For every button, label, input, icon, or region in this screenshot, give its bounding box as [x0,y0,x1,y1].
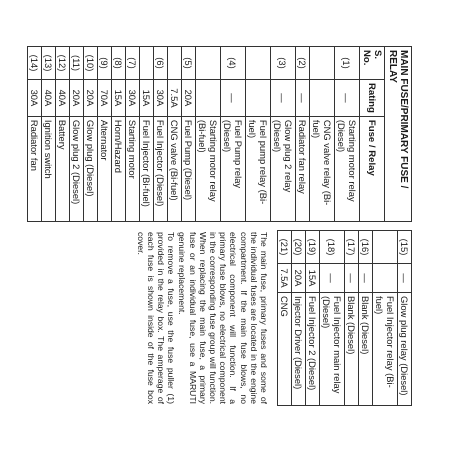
cell-sno: (12) [56,47,70,80]
main-table-body [28,47,360,222]
cell-fuse: Fuel pump relay (Bi-fuel) [246,116,271,221]
cell-rating: 20A [70,80,84,117]
cell-rating [310,80,335,117]
cell-sno [140,47,154,80]
cell-rating: 20A [292,264,306,293]
continued-fuse-table [277,230,412,406]
cell-rating: 7.5A [168,80,182,117]
table-row [246,47,271,222]
cell-rating: 30A [126,80,140,117]
cell-sno [196,47,221,80]
table-row [278,231,292,406]
table-row [306,231,320,406]
cell-rating: 40A [42,80,56,117]
cell-sno: (5) [182,47,196,80]
cell-fuse: Starting motor relay (Bi-fuel) [196,116,221,221]
cell-rating: — [398,264,412,293]
cell-sno: (8) [112,47,126,80]
cell-sno [168,47,182,80]
table-row [335,47,360,222]
cell-fuse: Fuel Injector relay (Bi-fuel) [373,293,398,406]
cell-fuse: Blank (Diesel) [345,293,359,406]
cell-sno: (3) [271,47,296,80]
cell-fuse: Starting motor relay (Diesel) [335,116,360,221]
table-row [310,47,335,222]
main-table-title: MAIN FUSE/PRIMARY FUSE / RELAY [385,47,412,222]
cell-rating: — [345,264,359,293]
cell-rating: 30A [28,80,42,117]
cell-fuse: Blank (Diesel) [359,293,373,406]
table-row [182,47,196,222]
main-table-header-row [360,47,385,222]
cell-fuse: Horn/Hazard [112,116,126,221]
cell-rating: — [335,80,360,117]
cell-rating: — [271,80,296,117]
cell-sno [246,47,271,80]
table-row [221,47,246,222]
continued-column [134,230,412,406]
cell-sno: (15) [398,231,412,264]
cell-fuse: Radiator fan [28,116,42,221]
cell-rating [246,80,271,117]
cell-rating: 7.5A [278,264,292,293]
cell-rating [373,264,398,293]
cell-sno: (18) [320,231,345,264]
table-row [112,47,126,222]
header-sno: S. No. [360,47,385,80]
cell-rating: — [359,264,373,293]
table-row [126,47,140,222]
cell-fuse: Glow plug relay (Diesel) [398,293,412,406]
table-row [320,231,345,406]
cell-sno: (1) [335,47,360,80]
main-fuse-column [27,46,412,222]
cell-rating: — [320,264,345,293]
cell-rating: — [296,80,310,117]
cell-fuse: CNG valve relay (Bi-fuel) [310,116,335,221]
table-row [345,231,359,406]
cell-sno: (17) [345,231,359,264]
cell-fuse: Battery [56,116,70,221]
cell-sno: (21) [278,231,292,264]
cell-sno: (16) [359,231,373,264]
cell-rating: 15A [112,80,126,117]
cell-fuse: Fuel Injector 2 (Diesel) [306,293,320,406]
cell-fuse: Glow plug 2 relay (Diesel) [271,116,296,221]
table-row [140,47,154,222]
cell-sno: (13) [42,47,56,80]
continued-table-body [278,231,412,406]
cell-sno: (20) [292,231,306,264]
table-row [196,47,221,222]
cell-rating: 20A [84,80,98,117]
table-row [28,47,42,222]
cell-fuse: Ignition switch [42,116,56,221]
table-row [70,47,84,222]
cell-fuse: CNG [278,293,292,406]
table-row [98,47,112,222]
fuse-note [135,230,269,406]
rotated-frame [29,46,412,418]
table-row [292,231,306,406]
table-row [168,47,182,222]
cell-sno: (6) [154,47,168,80]
table-row [271,47,296,222]
cell-sno [373,231,398,264]
cell-fuse: Injector Driver (Diesel) [292,293,306,406]
cell-sno: (14) [28,47,42,80]
note-paragraph-1: The main fuse, primary fuses and some of the individual fuses are located in the engine compartment. If the main fuse blows, no electrical component will function. If a primary fuse blows, no electrical component in the corresponding fuse group will function. When replacing the main fuse, a primary fuse or an individual fuse, use a MARUTI genuine replacement. [177,232,269,404]
header-fuse-relay: Fuse / Relay [360,116,385,221]
main-fuse-table [27,46,412,222]
table-row [296,47,310,222]
cell-fuse: Radiator fan relay [296,116,310,221]
cell-sno: (7) [126,47,140,80]
cell-fuse: Glow plug (Diesel) [84,116,98,221]
cell-rating: 20A [182,80,196,117]
cell-rating: 70A [98,80,112,117]
cell-rating [196,80,221,117]
cell-fuse: Alternator [98,116,112,221]
cell-rating: 40A [56,80,70,117]
cell-sno: (11) [70,47,84,80]
cell-fuse: Fuel Injector main relay (Diesel) [320,293,345,406]
cell-fuse: Fuel Injector (Diesel) [154,116,168,221]
cell-sno: (9) [98,47,112,80]
cell-rating: 15A [306,264,320,293]
cell-sno: (2) [296,47,310,80]
table-row [42,47,56,222]
cell-sno [310,47,335,80]
table-row [398,231,412,406]
note-paragraph-2: To remove a fuse, use the fuse puller (1) provided in the relay box. The amperage of each fuse is shown inside of the fuse box cover. [135,232,177,404]
cell-fuse: Fuel Injector (Bi-fuel) [140,116,154,221]
cell-sno: (10) [84,47,98,80]
cell-fuse: Glow plug 2 (Diesel) [70,116,84,221]
cell-sno: (19) [306,231,320,264]
table-row [84,47,98,222]
cell-fuse: Starting motor [126,116,140,221]
cell-sno: (4) [221,47,246,80]
fuse-chart-content [29,46,412,406]
table-row [373,231,398,406]
cell-fuse: Fuel Pump relay (Diesel) [221,116,246,221]
header-rating: Rating [360,80,385,117]
cell-rating: 30A [154,80,168,117]
table-row [359,231,373,406]
cell-fuse: Fuel Pump (Diesel) [182,116,196,221]
table-row [154,47,168,222]
main-table-title-row [385,47,412,222]
cell-fuse: CNG valve (Bi-fuel) [168,116,182,221]
cell-rating: 15A [140,80,154,117]
cell-rating: — [221,80,246,117]
table-row [56,47,70,222]
